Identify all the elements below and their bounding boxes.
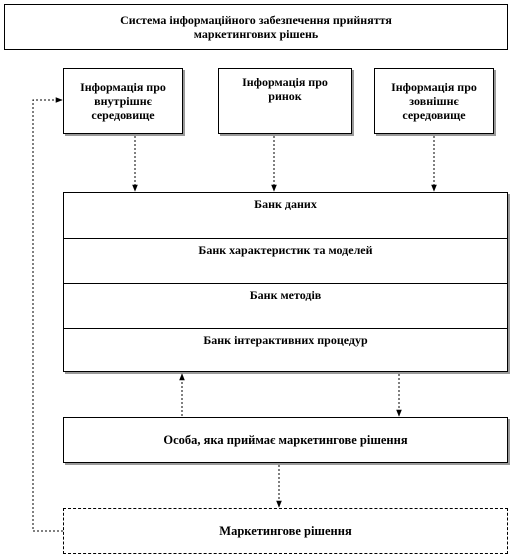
feedback-loop-connector bbox=[33, 100, 63, 531]
source-internal-line-1: Інформація про bbox=[80, 80, 166, 94]
bank-models bbox=[64, 239, 507, 284]
source-market bbox=[218, 68, 352, 134]
source-external-line-1: Інформація про bbox=[391, 80, 477, 94]
marketing-decision-box bbox=[63, 508, 508, 554]
banks-block bbox=[63, 192, 508, 372]
bank-interactive-label: Банк інтерактивних процедур bbox=[203, 333, 368, 347]
source-internal-line-3: середовище bbox=[91, 108, 155, 122]
diagram-title-line-1: Система інформаційного забезпечення прийняття bbox=[120, 13, 392, 27]
diagram-title-line-2: маркетингових рішень bbox=[193, 27, 319, 41]
source-external-environment bbox=[374, 68, 494, 134]
source-market-line-1: Інформація про bbox=[242, 75, 328, 89]
bank-data bbox=[64, 193, 507, 239]
bank-methods bbox=[64, 284, 507, 329]
source-internal-environment bbox=[63, 68, 183, 134]
source-internal-line-2: внутрішнє bbox=[94, 94, 152, 108]
bank-interactive-procedures bbox=[64, 329, 507, 371]
bank-methods-label: Банк методів bbox=[249, 288, 322, 302]
decision-maker-label: Особа, яка приймає маркетингове рішення bbox=[163, 433, 408, 447]
bank-models-label: Банк характеристик та моделей bbox=[198, 243, 373, 257]
marketing-decision-label: Маркетингове рішення bbox=[219, 524, 352, 538]
diagram-title-box bbox=[4, 4, 508, 50]
source-external-line-3: середовище bbox=[402, 108, 466, 122]
bank-data-label: Банк даних bbox=[254, 197, 317, 211]
source-market-line-2: ринок bbox=[268, 89, 302, 103]
decision-maker-box bbox=[63, 417, 508, 463]
source-external-line-2: зовнішнє bbox=[409, 94, 459, 108]
